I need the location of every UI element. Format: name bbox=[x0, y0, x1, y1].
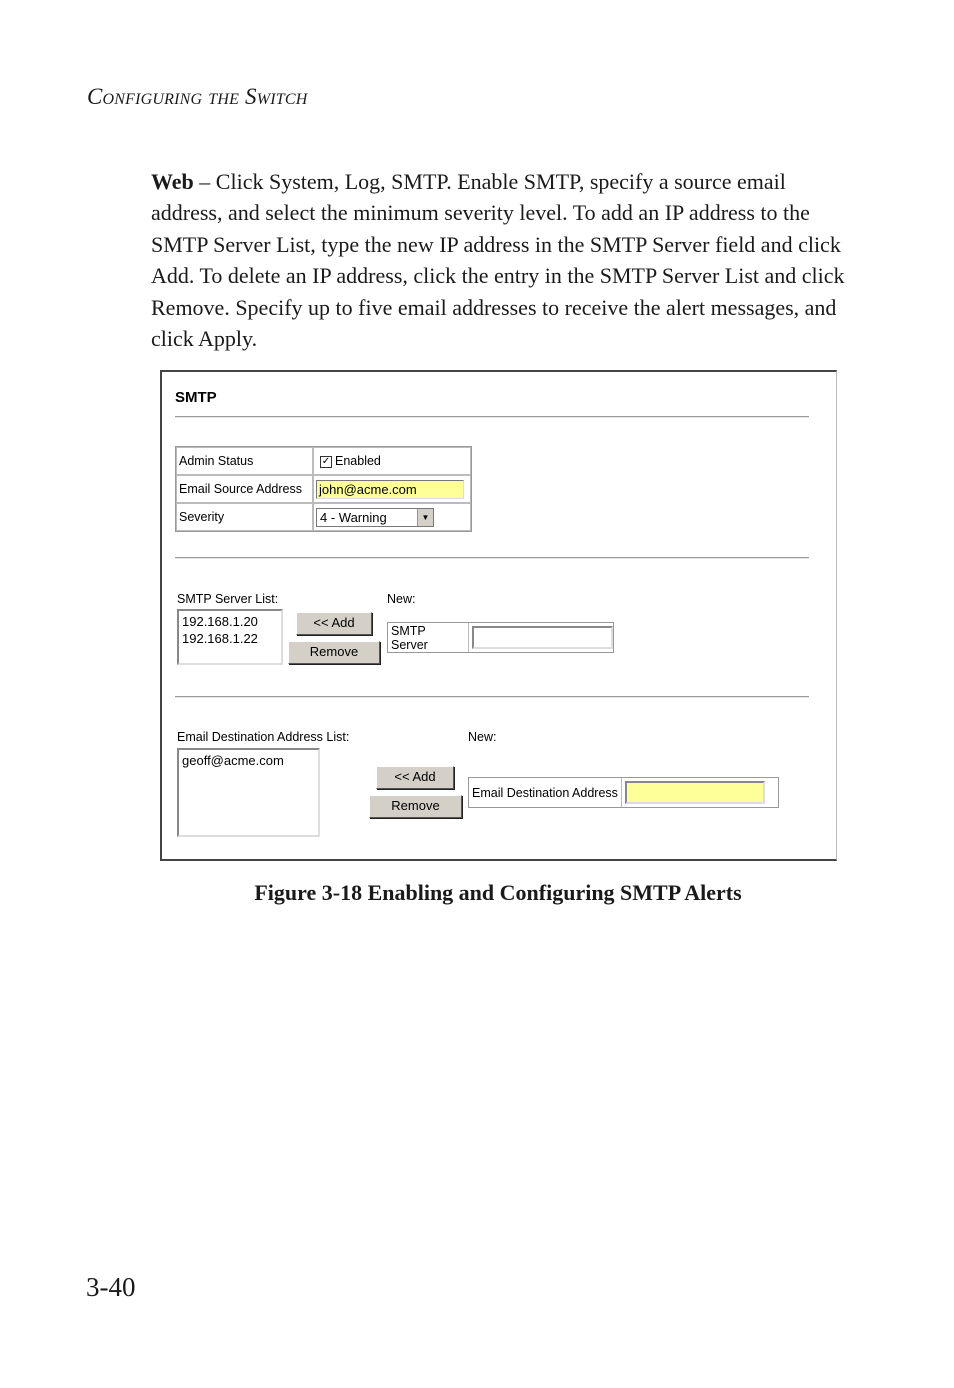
running-header: Configuring the Switch bbox=[87, 84, 308, 109]
smtp-server-input[interactable] bbox=[472, 626, 613, 649]
smtp-screenshot-figure bbox=[160, 370, 837, 861]
divider bbox=[175, 557, 809, 559]
source-address-input[interactable]: john@acme.com bbox=[316, 480, 464, 499]
severity-value: 4 - Warning bbox=[320, 509, 387, 525]
admin-status-label: Admin Status bbox=[176, 447, 313, 475]
severity-select[interactable] bbox=[316, 508, 434, 527]
admin-status-cell bbox=[313, 447, 471, 475]
source-address-cell bbox=[313, 475, 471, 503]
intro-paragraph bbox=[151, 166, 851, 354]
list-item[interactable]: 192.168.1.22 bbox=[182, 631, 258, 646]
source-address-row bbox=[176, 475, 471, 503]
smtp-server-field bbox=[387, 622, 614, 653]
list-item[interactable]: 192.168.1.20 bbox=[182, 614, 258, 629]
severity-label: Severity bbox=[176, 503, 313, 531]
email-add-button[interactable]: << Add bbox=[376, 766, 454, 789]
email-destination-label: Email Destination Address bbox=[469, 778, 622, 807]
email-destination-field bbox=[468, 777, 779, 808]
divider bbox=[175, 696, 809, 698]
email-new-label: New: bbox=[468, 730, 497, 744]
intro-text: – Click System, Log, SMTP. Enable SMTP, specify a source email address, and select the minimum severity level. To add an IP address to the SMTP Server List, type the new IP address in the SMTP Server field and click Add. To delete an IP address, click the entry in the SMTP Server List and click Remove. Specify up to five email addresses to receive the alert messages, and click Apply. bbox=[151, 169, 845, 352]
smtp-server-label: SMTP Server bbox=[388, 623, 469, 652]
severity-cell bbox=[313, 503, 471, 531]
admin-status-row bbox=[176, 447, 471, 475]
checkbox-checked-icon[interactable]: ✓ bbox=[321, 455, 331, 467]
figure-title: SMTP bbox=[175, 389, 217, 406]
email-destination-listbox[interactable] bbox=[177, 748, 320, 837]
divider bbox=[175, 416, 809, 418]
server-new-label: New: bbox=[387, 592, 416, 606]
server-list-label: SMTP Server List: bbox=[177, 592, 279, 606]
smtp-server-listbox[interactable] bbox=[177, 609, 283, 665]
admin-status-value: Enabled bbox=[335, 454, 381, 468]
server-add-button[interactable]: << Add bbox=[296, 612, 372, 635]
page-number: 3-40 bbox=[86, 1272, 136, 1302]
email-destination-input[interactable] bbox=[625, 781, 765, 804]
figure-caption: Figure 3-18 Enabling and Configuring SMTP Alerts bbox=[254, 880, 742, 905]
list-item[interactable]: geoff@acme.com bbox=[182, 753, 284, 768]
chevron-down-icon[interactable]: ▼ bbox=[417, 509, 433, 526]
email-remove-button[interactable]: Remove bbox=[369, 795, 462, 818]
source-address-label: Email Source Address bbox=[176, 475, 313, 503]
severity-row bbox=[176, 503, 471, 531]
intro-lead: Web bbox=[151, 169, 194, 194]
server-remove-button[interactable]: Remove bbox=[288, 641, 380, 664]
email-list-label: Email Destination Address List: bbox=[177, 730, 350, 744]
smtp-settings-table bbox=[175, 446, 472, 532]
